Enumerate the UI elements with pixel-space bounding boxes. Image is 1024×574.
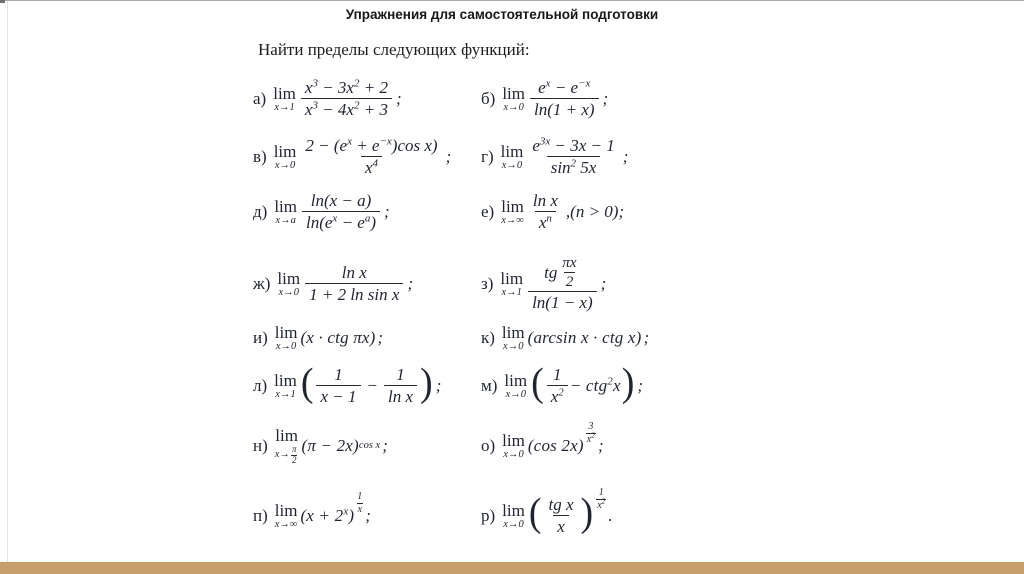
punctuation: ;: [637, 376, 644, 395]
denominator: 2: [291, 454, 297, 465]
numerator: 1: [553, 365, 562, 385]
lim-subscript: x→1: [501, 286, 522, 298]
lim-word: lim: [501, 196, 524, 216]
denominator: $x^2$: [586, 430, 595, 445]
fraction: [384, 365, 417, 407]
fraction: [301, 78, 392, 120]
denominator: $\sin^2 5x$: [547, 156, 601, 178]
lim-word: lim: [502, 430, 525, 450]
lim-word: lim: [275, 425, 298, 445]
problem-k: [481, 324, 649, 353]
problem-l: [253, 360, 481, 408]
bottom-accent-bar: [0, 562, 1024, 574]
numerator: [540, 255, 584, 291]
numerator: π: [291, 443, 297, 454]
problem-label: о): [481, 436, 496, 455]
open-paren: (: [531, 360, 544, 405]
lim-subscript: x→0: [501, 159, 523, 171]
corner-mark: [0, 0, 5, 3]
numerator: 1: [396, 365, 405, 385]
numerator: $e^x - e^{-x}$: [538, 77, 591, 98]
lim-word: lim: [500, 141, 524, 161]
denominator: 1 + 2 ln sin x: [305, 283, 403, 305]
fraction: [305, 263, 403, 305]
exponent-fraction: [596, 487, 606, 511]
fraction: [302, 191, 380, 233]
punctuation: ;: [377, 328, 384, 347]
problem-m: [481, 360, 644, 408]
limit-operator: [277, 270, 300, 299]
limit-operator: [502, 432, 525, 461]
problem-label: в): [253, 146, 267, 166]
limit-operator: [500, 270, 523, 299]
limit-operator: [501, 198, 524, 227]
numerator: 3: [588, 421, 594, 432]
limit-operator: [273, 85, 296, 114]
problem-label: п): [253, 506, 268, 525]
lim-word: lim: [501, 322, 525, 342]
exponent-fraction: [356, 491, 363, 515]
numerator: ln x: [532, 191, 558, 211]
lim-subscript: x→0: [505, 388, 526, 400]
problem-label: а): [253, 88, 267, 108]
fraction: [529, 191, 562, 233]
problem-label: з): [481, 274, 494, 293]
numerator: tg x: [548, 495, 574, 515]
punctuation: .: [608, 506, 613, 525]
lim-word: lim: [273, 83, 296, 103]
punctuation: ;: [445, 146, 452, 166]
punctuation: ;: [395, 88, 402, 108]
fraction: [530, 78, 599, 120]
problem-r: [481, 487, 613, 538]
lim-subscript: x→∞: [501, 214, 524, 226]
problem-label: и): [253, 328, 268, 347]
problems-row-1: [253, 72, 649, 126]
numerator: 1: [598, 487, 604, 498]
problem-n: н) lim x→ $\frac{\pi}{2}$ (π − 2x) cos x ;: [253, 425, 388, 465]
punctuation: ;: [622, 146, 629, 166]
lim-subscript: x→0: [503, 340, 524, 352]
page-title: Упражнения для самостоятельной подготовки: [345, 7, 659, 22]
lim-word: lim: [274, 196, 297, 216]
close-paren: ): [420, 360, 433, 405]
sub-prefix: x→: [274, 448, 290, 460]
problem-label: г): [481, 146, 494, 166]
problems-row-2: [253, 128, 649, 186]
punctuation: ,(n > 0);: [565, 201, 625, 221]
open-paren: (: [300, 360, 314, 405]
fraction: [528, 136, 618, 178]
problems-row-3: [253, 186, 649, 238]
lim-word: lim: [274, 500, 298, 520]
lim-subscript: x→0: [278, 286, 299, 298]
lim-word: lim: [273, 141, 297, 161]
problem-label: д): [253, 201, 268, 221]
sub-fraction: [291, 445, 298, 466]
fraction: [316, 365, 360, 407]
lim-subscript: x→∞: [274, 518, 298, 530]
lim-word: lim: [502, 500, 525, 520]
problem-label: к): [481, 328, 495, 347]
limit-operator: [275, 502, 298, 531]
limit-operator: [274, 143, 297, 172]
punctuation: ;: [382, 436, 388, 455]
denominator: ln(1 + x): [530, 98, 599, 120]
limit-operator: [504, 372, 527, 401]
problems-row-7: [253, 420, 649, 472]
problem-label: р): [481, 506, 496, 525]
problem-d: [253, 191, 481, 233]
numerator: $x^3 - 3x^2 + 2$: [304, 77, 388, 98]
numerator: $2 - (e^x + e^{-x})\cos$ x): [305, 135, 438, 156]
tg-word: tg: [544, 263, 558, 283]
numerator: 1: [357, 491, 363, 502]
limit-operator: [274, 372, 297, 401]
close-paren: ): [621, 360, 635, 405]
lim-subscript: x→a: [275, 214, 296, 226]
top-border-line: [0, 0, 1024, 1]
fraction: [545, 495, 578, 537]
expression: $(x + 2^x)$: [300, 505, 355, 525]
fraction: [547, 365, 568, 407]
lim-word: lim: [502, 83, 525, 103]
open-paren: (: [528, 490, 542, 535]
lim-word: lim: [277, 268, 301, 288]
punctuation: ;: [602, 88, 609, 108]
problem-b: [481, 78, 608, 120]
lim-subscript: x→0: [503, 518, 524, 530]
expression: (arcsin x · ctg x): [527, 328, 642, 347]
denominator: 2: [565, 273, 574, 290]
problems-row-8: [253, 488, 649, 544]
problem-label: е): [481, 201, 495, 221]
denominator: $\ln(e^x - e^a)$: [302, 211, 380, 233]
denominator: ln(1 − x): [528, 291, 597, 313]
problem-a: [253, 78, 481, 120]
limit-operator: [502, 324, 525, 353]
problems-list: [253, 72, 649, 544]
punctuation: ;: [365, 506, 371, 525]
lim-word: lim: [504, 370, 528, 390]
problem-zh: [253, 263, 481, 305]
lim-word: lim: [500, 268, 524, 288]
problem-o: [481, 421, 604, 461]
punctuation: ;: [384, 201, 390, 221]
denominator: x − 1: [316, 385, 360, 407]
lim-subscript: x→0: [503, 101, 524, 113]
denominator: $x^3 - 4x^2 + 3$: [301, 98, 392, 120]
numerator: ln(x − a): [310, 191, 372, 211]
problem-label: б): [481, 88, 496, 108]
expression: (x · ctg πx): [300, 328, 376, 347]
task-prompt: Найти пределы следующих функций:: [258, 40, 530, 59]
problem-g: [481, 136, 628, 178]
problem-p: [253, 491, 481, 531]
numerator: πx: [562, 255, 577, 272]
problem-label: н): [253, 436, 268, 455]
limit-operator: [502, 502, 525, 531]
punctuation: ;: [407, 273, 414, 293]
punctuation: ;: [643, 328, 650, 347]
expression: − ctg$^2$x: [569, 375, 621, 395]
lim-subscript: x→0: [275, 340, 297, 352]
problem-label: л): [253, 376, 268, 395]
punctuation: ;: [600, 274, 607, 293]
expression: (cos 2x): [527, 436, 584, 455]
numerator: ln x: [341, 263, 367, 283]
lim-subscript: x→1: [274, 101, 295, 113]
close-paren: ): [580, 490, 594, 535]
lim-word: lim: [274, 370, 297, 390]
numerator: $e^{3x} - 3x - 1$: [532, 135, 615, 156]
problems-row-6: [253, 360, 649, 412]
problems-row-5: [253, 322, 649, 354]
left-border-line: [7, 1, 8, 562]
lim-word: lim: [274, 322, 298, 342]
denominator: x: [553, 515, 569, 537]
lim-subscript: x→0: [503, 448, 524, 460]
punctuation: ;: [597, 436, 604, 455]
limit-operator: [275, 324, 298, 353]
denominator: x: [357, 503, 363, 515]
denominator: $x^2$: [597, 496, 606, 511]
problem-label: ж): [253, 273, 271, 293]
lim-subscript: [275, 445, 299, 466]
limit-operator: [502, 85, 525, 114]
limit-operator: [275, 427, 299, 466]
fraction: [301, 136, 441, 178]
punctuation: ;: [435, 376, 442, 395]
expression: (π − 2x): [301, 436, 359, 455]
lim-subscript: x→1: [275, 388, 296, 400]
problem-i: [253, 324, 481, 353]
numerator: 1: [334, 365, 343, 385]
minus-operator: −: [366, 376, 378, 395]
problem-v: [253, 136, 481, 178]
limit-operator: [274, 198, 297, 227]
fraction: [528, 255, 597, 313]
exponent-fraction: [586, 421, 596, 445]
problem-e: [481, 191, 624, 233]
denominator: ln x: [384, 385, 417, 407]
denominator: $x^4$: [361, 156, 382, 178]
inner-fraction: [560, 255, 578, 291]
problem-z: [481, 255, 606, 313]
limit-operator: [501, 143, 524, 172]
lim-subscript: x→0: [274, 159, 296, 171]
problems-row-4: [253, 252, 649, 316]
denominator: $x^n$: [535, 211, 556, 233]
problem-label: м): [481, 376, 498, 395]
denominator: $x^2$: [547, 385, 568, 407]
